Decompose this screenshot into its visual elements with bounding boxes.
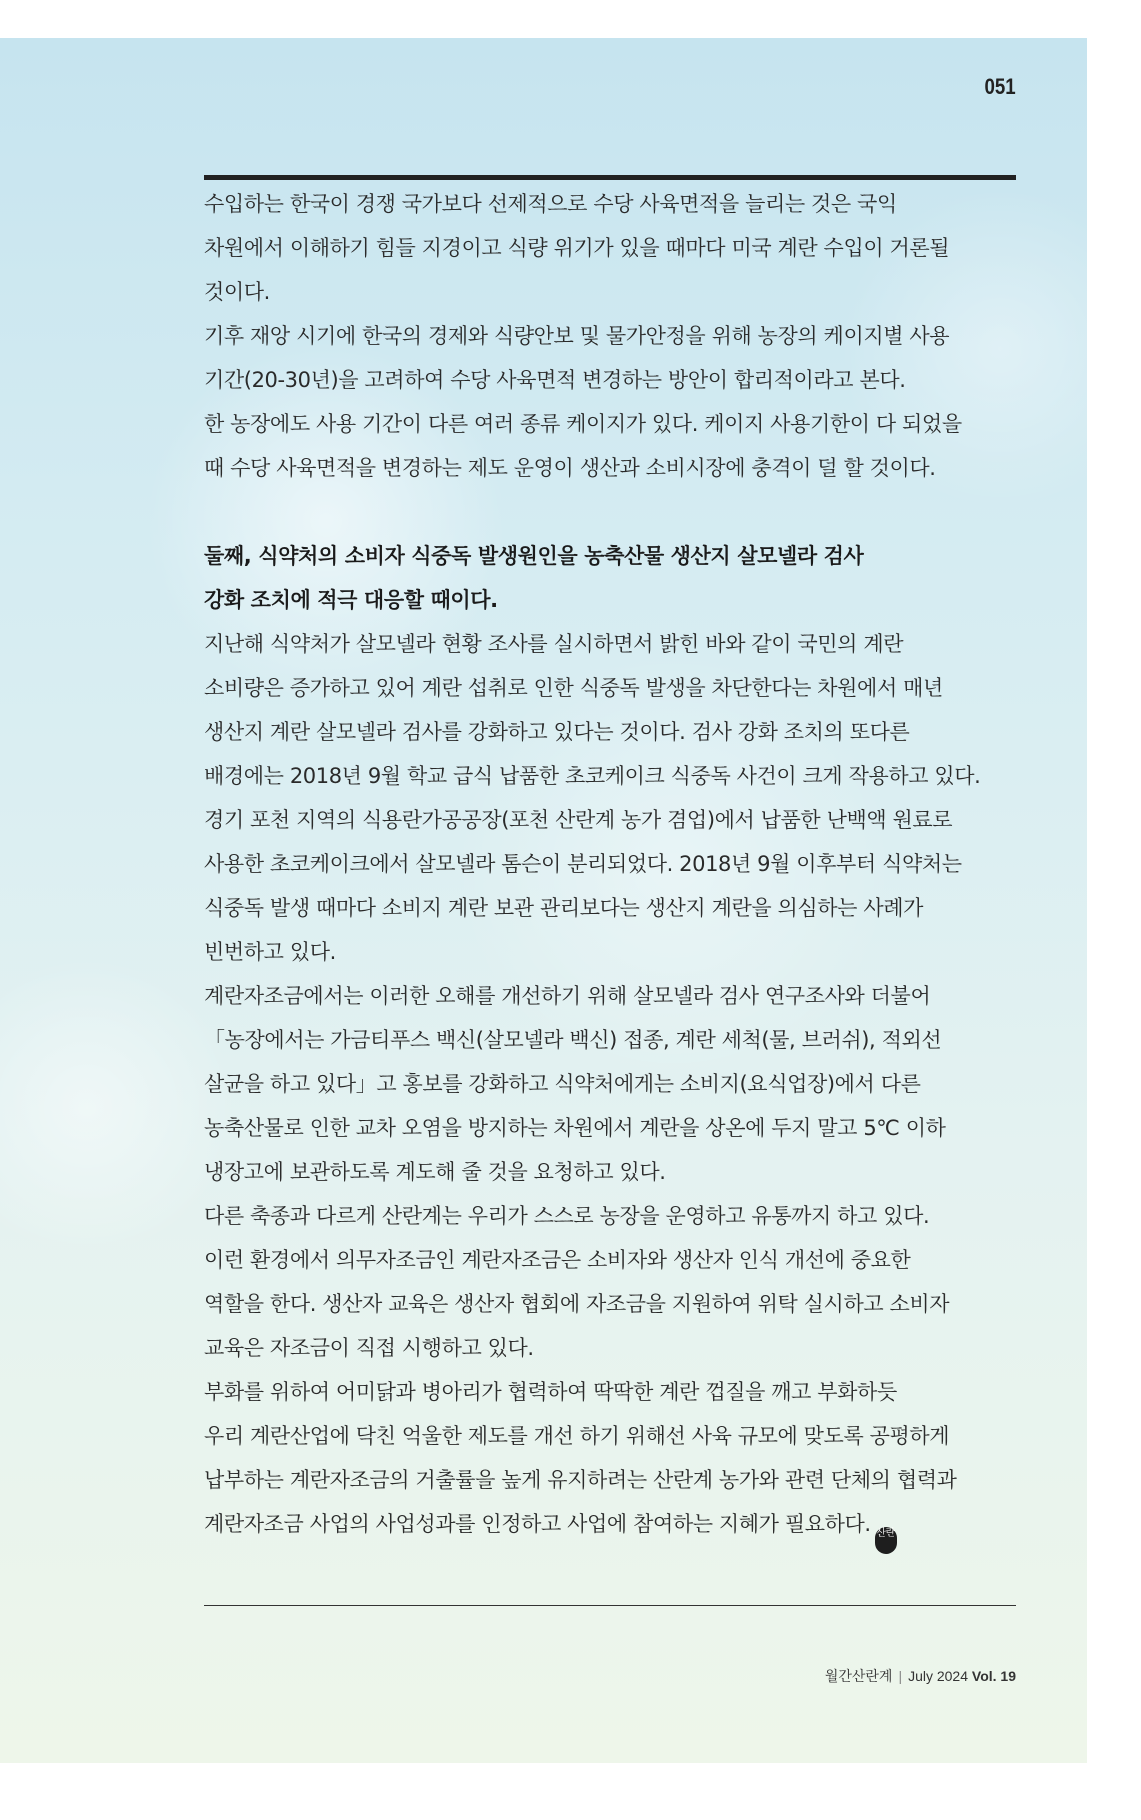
text-line: 기간(20-30년)을 고려하여 수당 사육면적 변경하는 방안이 합리적이라고 본다. [204, 368, 906, 392]
text-line: 우리 계란산업에 닥친 억울한 제도를 개선 하기 위해선 사육 규모에 맞도록 공평하게 [204, 1424, 950, 1448]
text-line: 빈번하고 있다. [204, 940, 336, 964]
section-heading [204, 534, 1016, 622]
text-line: 수입하는 한국이 경쟁 국가보다 선제적으로 수당 사육면적을 늘리는 것은 국익 [204, 192, 897, 216]
text-line: 교육은 자조금이 직접 시행하고 있다. [204, 1336, 534, 1360]
page-footer [825, 1666, 1016, 1686]
text-line: 식중독 발생 때마다 소비지 계란 보관 관리보다는 생산지 계란을 의심하는 사례가 [204, 896, 923, 920]
text-line: 납부하는 계란자조금의 거출률을 높게 유지하려는 산란계 농가와 관련 단체의 협력과 [204, 1468, 957, 1492]
text-line: 살균을 하고 있다」고 홍보를 강화하고 식약처에게는 소비지(요식업장)에서 다른 [204, 1072, 921, 1096]
text-line: 배경에는 2018년 9월 학교 급식 납품한 초코케이크 식중독 사건이 크게 작용하고 있다. [204, 764, 981, 788]
heading-line: 둘째, 식약처의 소비자 식중독 발생원인을 농축산물 생산지 살모넬라 검사 [204, 544, 864, 568]
text-line-content: 계란자조금 사업의 사업성과를 인정하고 사업에 참여하는 지혜가 필요하다. [204, 1512, 871, 1536]
paragraph-block-2 [204, 622, 1016, 1546]
text-line: 사용한 초코케이크에서 살모넬라 톰슨이 분리되었다. 2018년 9월 이후부터 식약처는 [204, 852, 962, 876]
heading-line: 강화 조치에 적극 대응할 때이다. [204, 588, 498, 612]
text-line: 때 수당 사육면적을 변경하는 제도 운영이 생산과 소비시장에 충격이 덜 할 것이다. [204, 456, 936, 480]
text-line: 역할을 한다. 생산자 교육은 생산자 협회에 자조금을 지원하여 위탁 실시하고 소비자 [204, 1292, 950, 1316]
text-line: 차원에서 이해하기 힘들 지경이고 식량 위기가 있을 때마다 미국 계란 수입이 거론될 [204, 236, 950, 260]
text-line: 계란자조금에서는 이러한 오해를 개선하기 위해 살모넬라 검사 연구조사와 더불어 [204, 984, 931, 1008]
article-body [204, 182, 1016, 1546]
magazine-name: 월간산란계 [824, 1668, 893, 1684]
paragraph-block-1 [204, 182, 1016, 490]
text-line: 다른 축종과 다르게 산란계는 우리가 스스로 농장을 운영하고 유통까지 하고 있다. [204, 1204, 930, 1228]
last-text-line [204, 1502, 1016, 1546]
page-number: 051 [984, 74, 1016, 99]
text-line: 「농장에서는 가금티푸스 백신(살모넬라 백신) 접종, 계란 세척(물, 브러쉬), 적외선 [204, 1028, 942, 1052]
text-line: 것이다. [204, 280, 270, 304]
top-rule [204, 175, 1016, 180]
paragraph-gap [204, 490, 1016, 534]
text-line: 부화를 위하여 어미닭과 병아리가 협력하여 딱딱한 계란 껍질을 깨고 부화하듯 [204, 1380, 897, 1404]
text-line: 농축산물로 인한 교차 오염을 방지하는 차원에서 계란을 상온에 두지 말고 5℃ 이하 [204, 1116, 946, 1140]
text-line: 경기 포천 지역의 식용란가공공장(포천 산란계 농가 겸업)에서 납품한 난백액 원료로 [204, 808, 953, 832]
text-line: 지난해 식약처가 살모넬라 현황 조사를 실시하면서 밝힌 바와 같이 국민의 계란 [204, 632, 904, 656]
text-line: 한 농장에도 사용 기간이 다른 여러 종류 케이지가 있다. 케이지 사용기한이 다 되었을 [204, 412, 962, 436]
text-line: 기후 재앙 시기에 한국의 경제와 식량안보 및 물가안정을 위해 농장의 케이지별 사용 [204, 324, 950, 348]
text-line: 이런 환경에서 의무자조금인 계란자조금은 소비자와 생산자 인식 개선에 중요한 [204, 1248, 911, 1272]
end-mark-icon: 산란 [875, 1527, 897, 1554]
text-line: 소비량은 증가하고 있어 계란 섭취로 인한 식중독 발생을 차단한다는 차원에서 매년 [204, 676, 943, 700]
footer-separator: | [898, 1668, 903, 1684]
bottom-rule [204, 1605, 1016, 1606]
text-line: 냉장고에 보관하도록 계도해 줄 것을 요청하고 있다. [204, 1160, 666, 1184]
issue-date: July 2024 [908, 1668, 969, 1684]
text-line: 생산지 계란 살모넬라 검사를 강화하고 있다는 것이다. 검사 강화 조치의 또다른 [204, 720, 910, 744]
page [0, 38, 1087, 1763]
issue-volume: Vol. 19 [971, 1668, 1016, 1684]
